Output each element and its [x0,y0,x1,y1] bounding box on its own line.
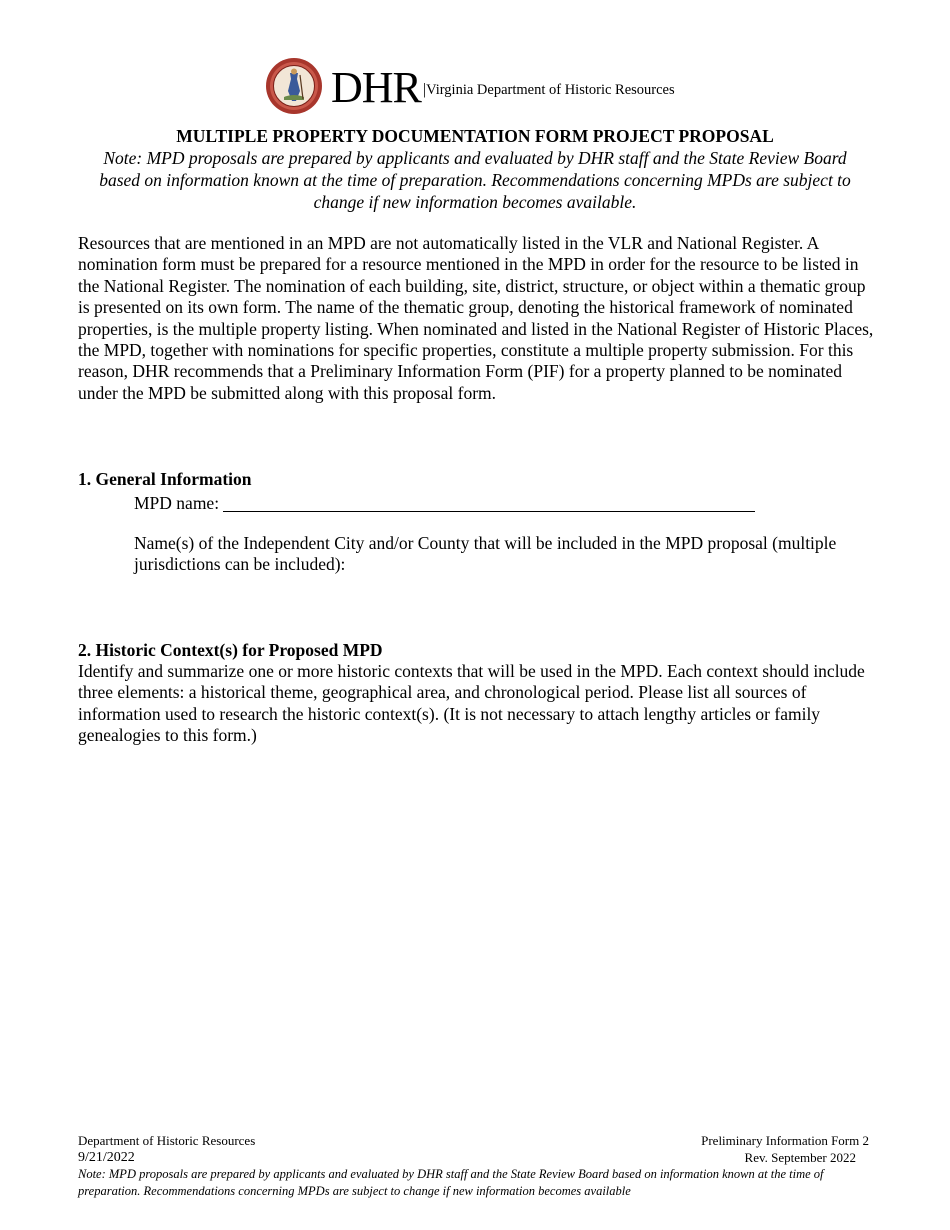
footer-form-name: Preliminary Information Form 2 [701,1133,869,1148]
proposal-note: Note: MPD proposals are prepared by applicants and evaluated by DHR staff and the State Review Board based on information known at the time of preparation. Recommendations concerning MPDs are subject to change if new information becomes available. [99,148,851,212]
jurisdictions-label: Name(s) of the Independent City and/or County that will be included in the MPD proposal (multiple jurisdictions can be included): [134,533,837,575]
title-block [78,125,872,213]
agency-name: Virginia Department of Historic Resources [426,81,675,98]
mpd-name-row [134,490,755,514]
mpd-name-field[interactable] [223,493,755,512]
footer-department: Department of Historic Resources [78,1133,256,1148]
logo-separator: | [422,81,427,98]
footer-note: Note: MPD proposals are prepared by applicants and evaluated by DHR staff and the State Review Board based on information known at the time of preparation. Recommendations concerning MPDs are subject to change if new information becomes available [78,1167,824,1198]
section-2-instructions: Identify and summarize one or more historic contexts that will be used in the MPD. Each context should include three elements: a historical theme, geographical area, and chronological period. Please list all sources of information used to research the historic context(s). (It is not necessary to attach lengthy articles or family genealogies to this form.) [78,661,865,746]
dhr-abbrev: DHR [331,63,421,112]
section-2-heading: 2. Historic Context(s) for Proposed MPD [78,640,383,660]
footer-revision: Rev. September 2022 [744,1150,856,1165]
page-footer [78,1132,872,1200]
virginia-seal-icon [265,57,323,115]
page-title: MULTIPLE PROPERTY DOCUMENTATION FORM PROJECT PROPOSAL [176,126,774,146]
footer-date: 9/21/2022 [78,1150,135,1165]
section-1-heading: 1. General Information [78,469,252,489]
intro-paragraph: Resources that are mentioned in an MPD are not automatically listed in the VLR and National Register. A nomination form must be prepared for a resource mentioned in the MPD in order for the resource to be listed in the National Register. The nomination of each building, site, district, structure, or object within a thematic group is presented on its own form. The name of the thematic group, denoting the historical framework of nominated properties, is the multiple property listing. When nominated and listed in the National Register of Historic Places, the MPD, together with nominations for specific properties, constitute a multiple property submission. For this reason, DHR recommends that a Preliminary Information Form (PIF) for a property planned to be nominated under the MPD be submitted along with this proposal form. [78,233,874,403]
dhr-logo [265,56,675,116]
mpd-name-label: MPD name: [134,493,220,513]
